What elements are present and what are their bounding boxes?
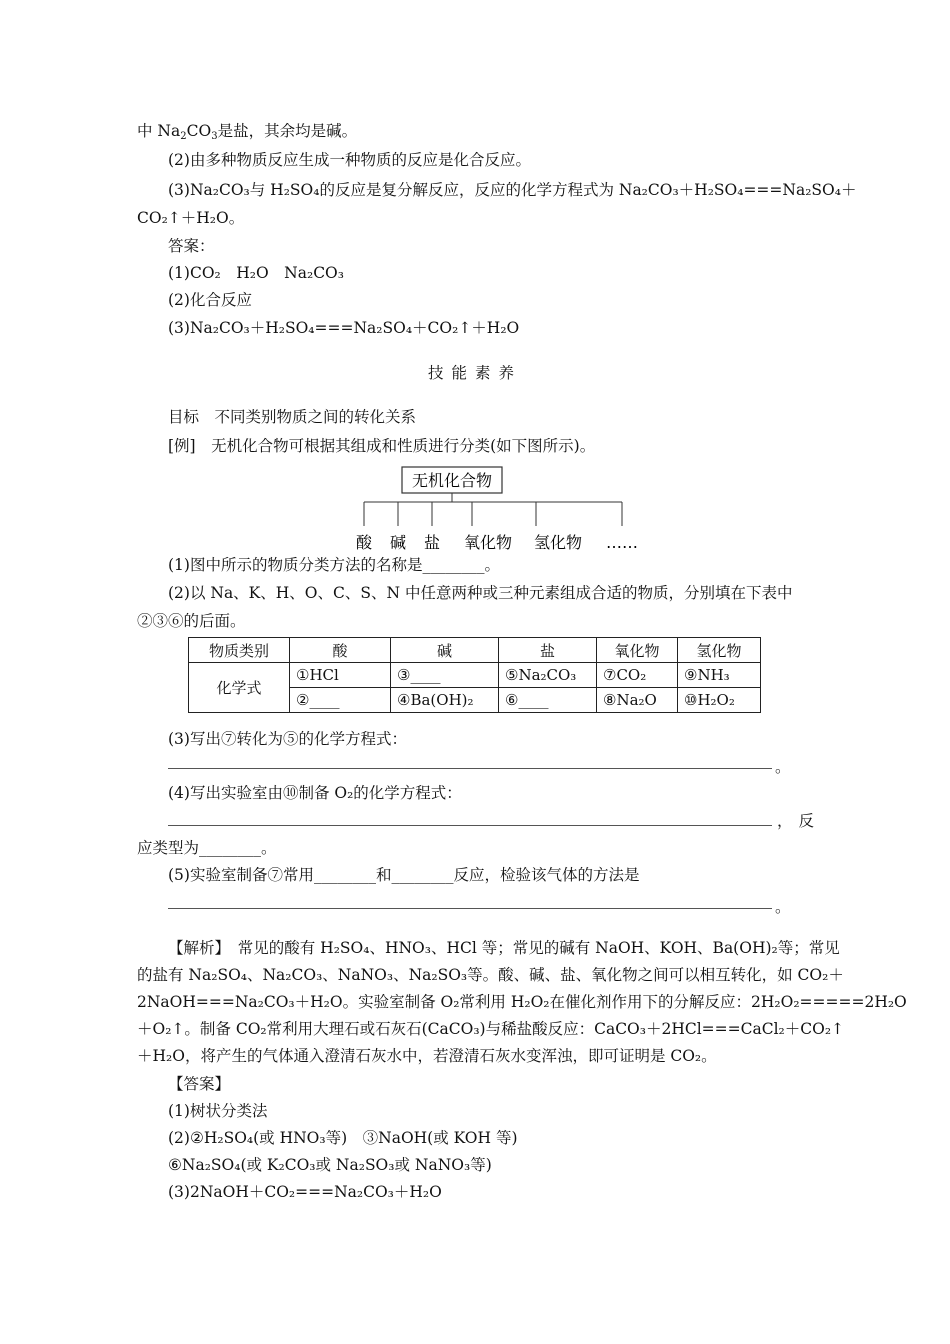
goal-line: 目标 不同类别物质之间的转化关系 — [168, 408, 417, 426]
example-line: [例] 无机化合物可根据其组成和性质进行分类(如下图所示)。 — [168, 437, 596, 455]
text-fragment: CO — [186, 122, 212, 140]
question-5: (5)实验室制备⑦常用________和________反应，检验该气体的方法是 — [168, 866, 640, 884]
question-1: (1)图中所示的物质分类方法的名称是________。 — [168, 556, 500, 574]
table-cell: ⑤Na₂CO₃ — [499, 663, 597, 688]
table-cell: ①HCl — [290, 663, 391, 688]
tree-child-label: 酸 — [355, 533, 373, 552]
final-answer-1: (1)树状分类法 — [168, 1102, 268, 1120]
answer-label: 答案： — [168, 237, 215, 255]
tree-child-label: 碱 — [389, 533, 407, 552]
table-header-cell: 酸 — [290, 638, 391, 663]
answer-1: (1)CO₂ H₂O Na₂CO₃ — [168, 264, 344, 282]
final-answer-label: 【答案】 — [168, 1075, 231, 1093]
table-cell: ⑥____ — [499, 688, 597, 713]
final-answer-2: (2)②H₂SO₄(或 HNO₃等) ③NaOH(或 KOH 等) — [168, 1129, 518, 1147]
period: 。 — [775, 758, 791, 776]
classification-tree-diagram — [340, 464, 640, 554]
answer-blank-line[interactable] — [168, 768, 772, 769]
analysis-line-5: ＋H₂O，将产生的气体通入澄清石灰水中，若澄清石灰水变浑浊，即可证明是 CO₂。 — [137, 1047, 717, 1065]
analysis-line-1: 【解析】 常见的酸有 H₂SO₄、HNO₃、HCl 等；常见的碱有 NaOH、KOH、Ba(OH)₂等；常见 — [168, 939, 840, 957]
table-cell: ⑩H₂O₂ — [678, 688, 761, 713]
analysis-line-3: 2NaOH===Na₂CO₃＋H₂O。实验室制备 O₂常利用 H₂O₂在催化剂作用下的分解反应：2H₂O₂=====2H₂O — [137, 993, 907, 1011]
table-header-cell: 物质类别 — [189, 638, 290, 663]
final-answer-4: (3)2NaOH＋CO₂===Na₂CO₃＋H₂O — [168, 1183, 442, 1201]
table-header-row — [189, 638, 761, 663]
section-title: 技能素养 — [427, 364, 522, 382]
analysis-line-2: 的盐有 Na₂SO₄、Na₂CO₃、NaNO₃、Na₂SO₃等。酸、碱、盐、氧化物之间可以相互转化，如 CO₂＋ — [137, 966, 844, 984]
table-cell: ⑨NH₃ — [678, 663, 761, 688]
table-header-cell: 氢化物 — [678, 638, 761, 663]
table-row — [189, 663, 761, 688]
tree-child-label: 氢化物 — [533, 533, 583, 552]
table-header-cell: 碱 — [391, 638, 499, 663]
text-fragment: 中 Na — [137, 122, 181, 140]
tree-root-label: 无机化合物 — [411, 471, 493, 490]
table-cell: ⑧Na₂O — [597, 688, 678, 713]
table-cell: ②____ — [290, 688, 391, 713]
continuation-text-line-3: (3)Na₂CO₃与 H₂SO₄的反应是复分解反应，反应的化学方程式为 Na₂CO₃＋H₂SO₄===Na₂SO₄＋ — [168, 181, 857, 199]
tree-child-label: 盐 — [423, 533, 441, 552]
continuation-text-line-1: 中 $Na_2CO_3$是盐，其余均是碱。 — [137, 122, 358, 142]
question-2-line-2: ②③⑥的后面。 — [137, 612, 246, 630]
table-header-cell: 氧化物 — [597, 638, 678, 663]
table-cell: ④Ba(OH)₂ — [391, 688, 499, 713]
question-4-line-2: 应类型为________。 — [137, 839, 277, 857]
classification-table — [188, 637, 761, 713]
answer-blank-line[interactable] — [168, 825, 772, 826]
tree-child-label: …… — [606, 533, 638, 552]
question-4: (4)写出实验室由⑩制备 O₂的化学方程式： — [168, 784, 462, 802]
question-3: (3)写出⑦转化为⑤的化学方程式： — [168, 730, 407, 748]
table-header-cell: 盐 — [499, 638, 597, 663]
period: 。 — [775, 898, 791, 916]
text-fragment: 是盐，其余均是碱。 — [217, 122, 358, 140]
question-2-line-1: (2)以 Na、K、H、O、C、S、N 中任意两种或三种元素组成合适的物质，分别填在下表中 — [168, 584, 793, 602]
continuation-text-line-2: (2)由多种物质反应生成一种物质的反应是化合反应。 — [168, 151, 531, 169]
answer-blank-line[interactable] — [168, 908, 772, 909]
answer-3: (3)Na₂CO₃＋H₂SO₄===Na₂SO₄＋CO₂↑＋H₂O — [168, 319, 520, 337]
continuation-text-line-4: CO₂↑＋H₂O。 — [137, 209, 245, 227]
question-4-tail: ，反 — [777, 812, 821, 830]
table-cell: ⑦CO₂ — [597, 663, 678, 688]
analysis-line-4: ＋O₂↑。制备 CO₂常利用大理石或石灰石(CaCO₃)与稀盐酸反应：CaCO₃＋2HCl===CaCl₂＋CO₂↑ — [137, 1020, 845, 1038]
table-cell: ③____ — [391, 663, 499, 688]
final-answer-3: ⑥Na₂SO₄(或 K₂CO₃或 Na₂SO₃或 NaNO₃等) — [168, 1156, 492, 1174]
answer-2: (2)化合反应 — [168, 291, 252, 309]
table-row-label: 化学式 — [189, 663, 290, 713]
tree-child-label: 氧化物 — [463, 533, 513, 552]
